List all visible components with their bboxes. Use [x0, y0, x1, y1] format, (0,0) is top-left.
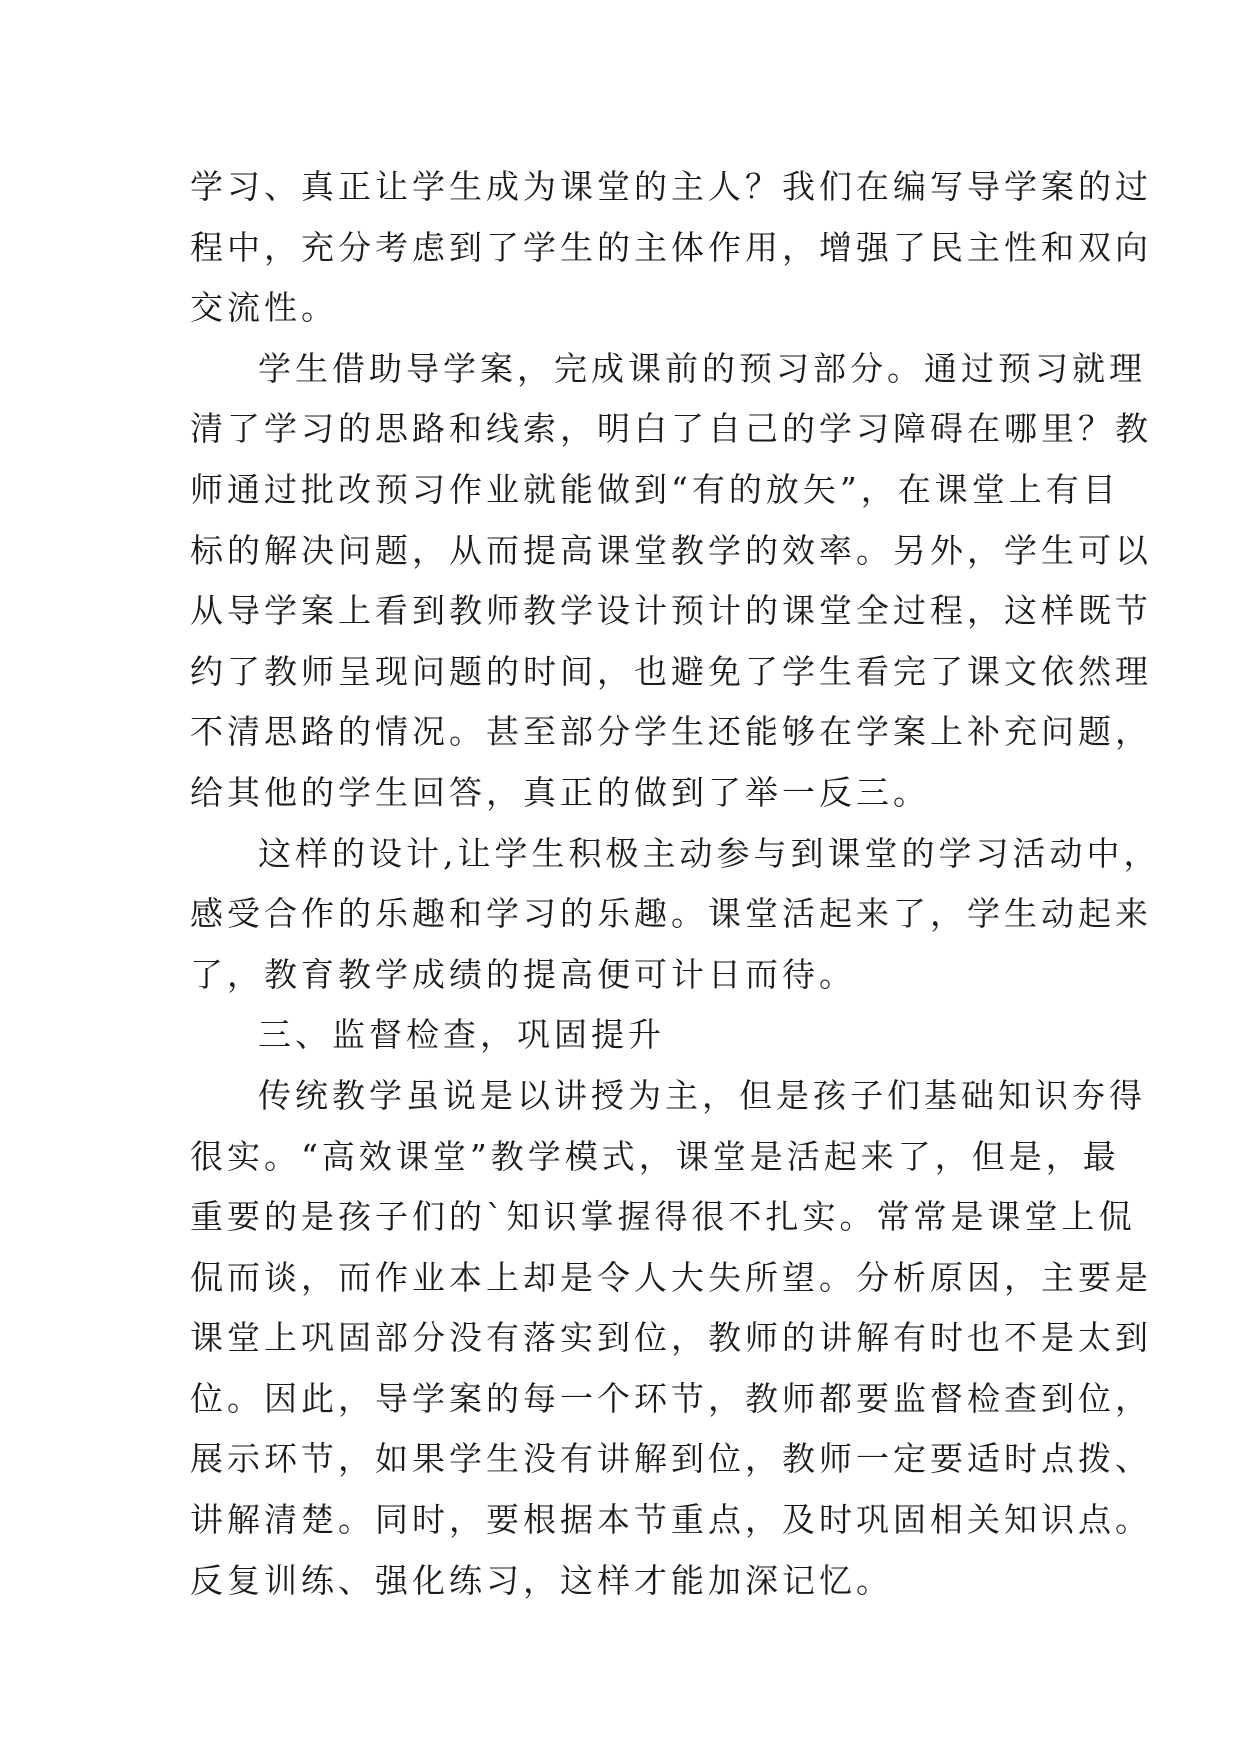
text-line: 标的解决问题，从而提高课堂教学的效率。另外，学生可以 — [190, 530, 1152, 570]
text-line: 三、监督检查，巩固提升 — [258, 1015, 665, 1055]
text-line: 展示环节，如果学生没有讲解到位，教师一定要适时点拨、 — [190, 1439, 1152, 1479]
text-line: 了，教育教学成绩的提高便可计日而待。 — [190, 954, 856, 994]
text-line: 不清思路的情况。甚至部分学生还能够在学案上补充问题， — [190, 712, 1152, 752]
text-line: 反复训练、强化练习，这样才能加深记忆。 — [190, 1560, 893, 1600]
text-line: 交流性。 — [190, 288, 338, 328]
text-line: 侃而谈，而作业本上却是令人大失所望。分析原因，主要是 — [190, 1257, 1152, 1297]
text-line: 给其他的学生回答，真正的做到了举一反三。 — [190, 772, 930, 812]
text-line: 清了学习的思路和线索，明白了自己的学习障碍在哪里？教 — [190, 409, 1152, 449]
text-line: 感受合作的乐趣和学习的乐趣。课堂活起来了，学生动起来 — [190, 894, 1152, 934]
text-line: 这样的设计,让学生积极主动参与到课堂的学习活动中， — [258, 833, 1161, 873]
text-line: 程中，充分考虑到了学生的主体作用，增强了民主性和双向 — [190, 227, 1152, 267]
text-line: 约了教师呈现问题的时间，也避免了学生看完了课文依然理 — [190, 651, 1152, 691]
text-line: 学习、真正让学生成为课堂的主人？我们在编写导学案的过 — [190, 167, 1152, 206]
text-line: 从导学案上看到教师教学设计预计的课堂全过程，这样既节 — [190, 591, 1152, 631]
text-line: 学生借助导学案，完成课前的预习部分。通过预习就理 — [258, 348, 1146, 388]
text-line: 讲解清楚。同时，要根据本节重点，及时巩固相关知识点。 — [190, 1500, 1152, 1540]
text-line: 师通过批改预习作业就能做到“有的放矢”，在课堂上有目 — [190, 469, 1120, 509]
text-line: 很实。“高效课堂”教学模式，课堂是活起来了，但是，最 — [190, 1136, 1120, 1176]
text-line: 重要的是孩子们的`知识掌握得很不扎实。常常是课堂上侃 — [190, 1197, 1136, 1237]
document-body — [190, 157, 1161, 1611]
text-line: 位。因此，导学案的每一个环节，教师都要监督检查到位， — [190, 1378, 1152, 1418]
text-line: 课堂上巩固部分没有落实到位，教师的讲解有时也不是太到 — [190, 1318, 1152, 1358]
text-line: 传统教学虽说是以讲授为主，但是孩子们基础知识夯得 — [258, 1075, 1146, 1115]
